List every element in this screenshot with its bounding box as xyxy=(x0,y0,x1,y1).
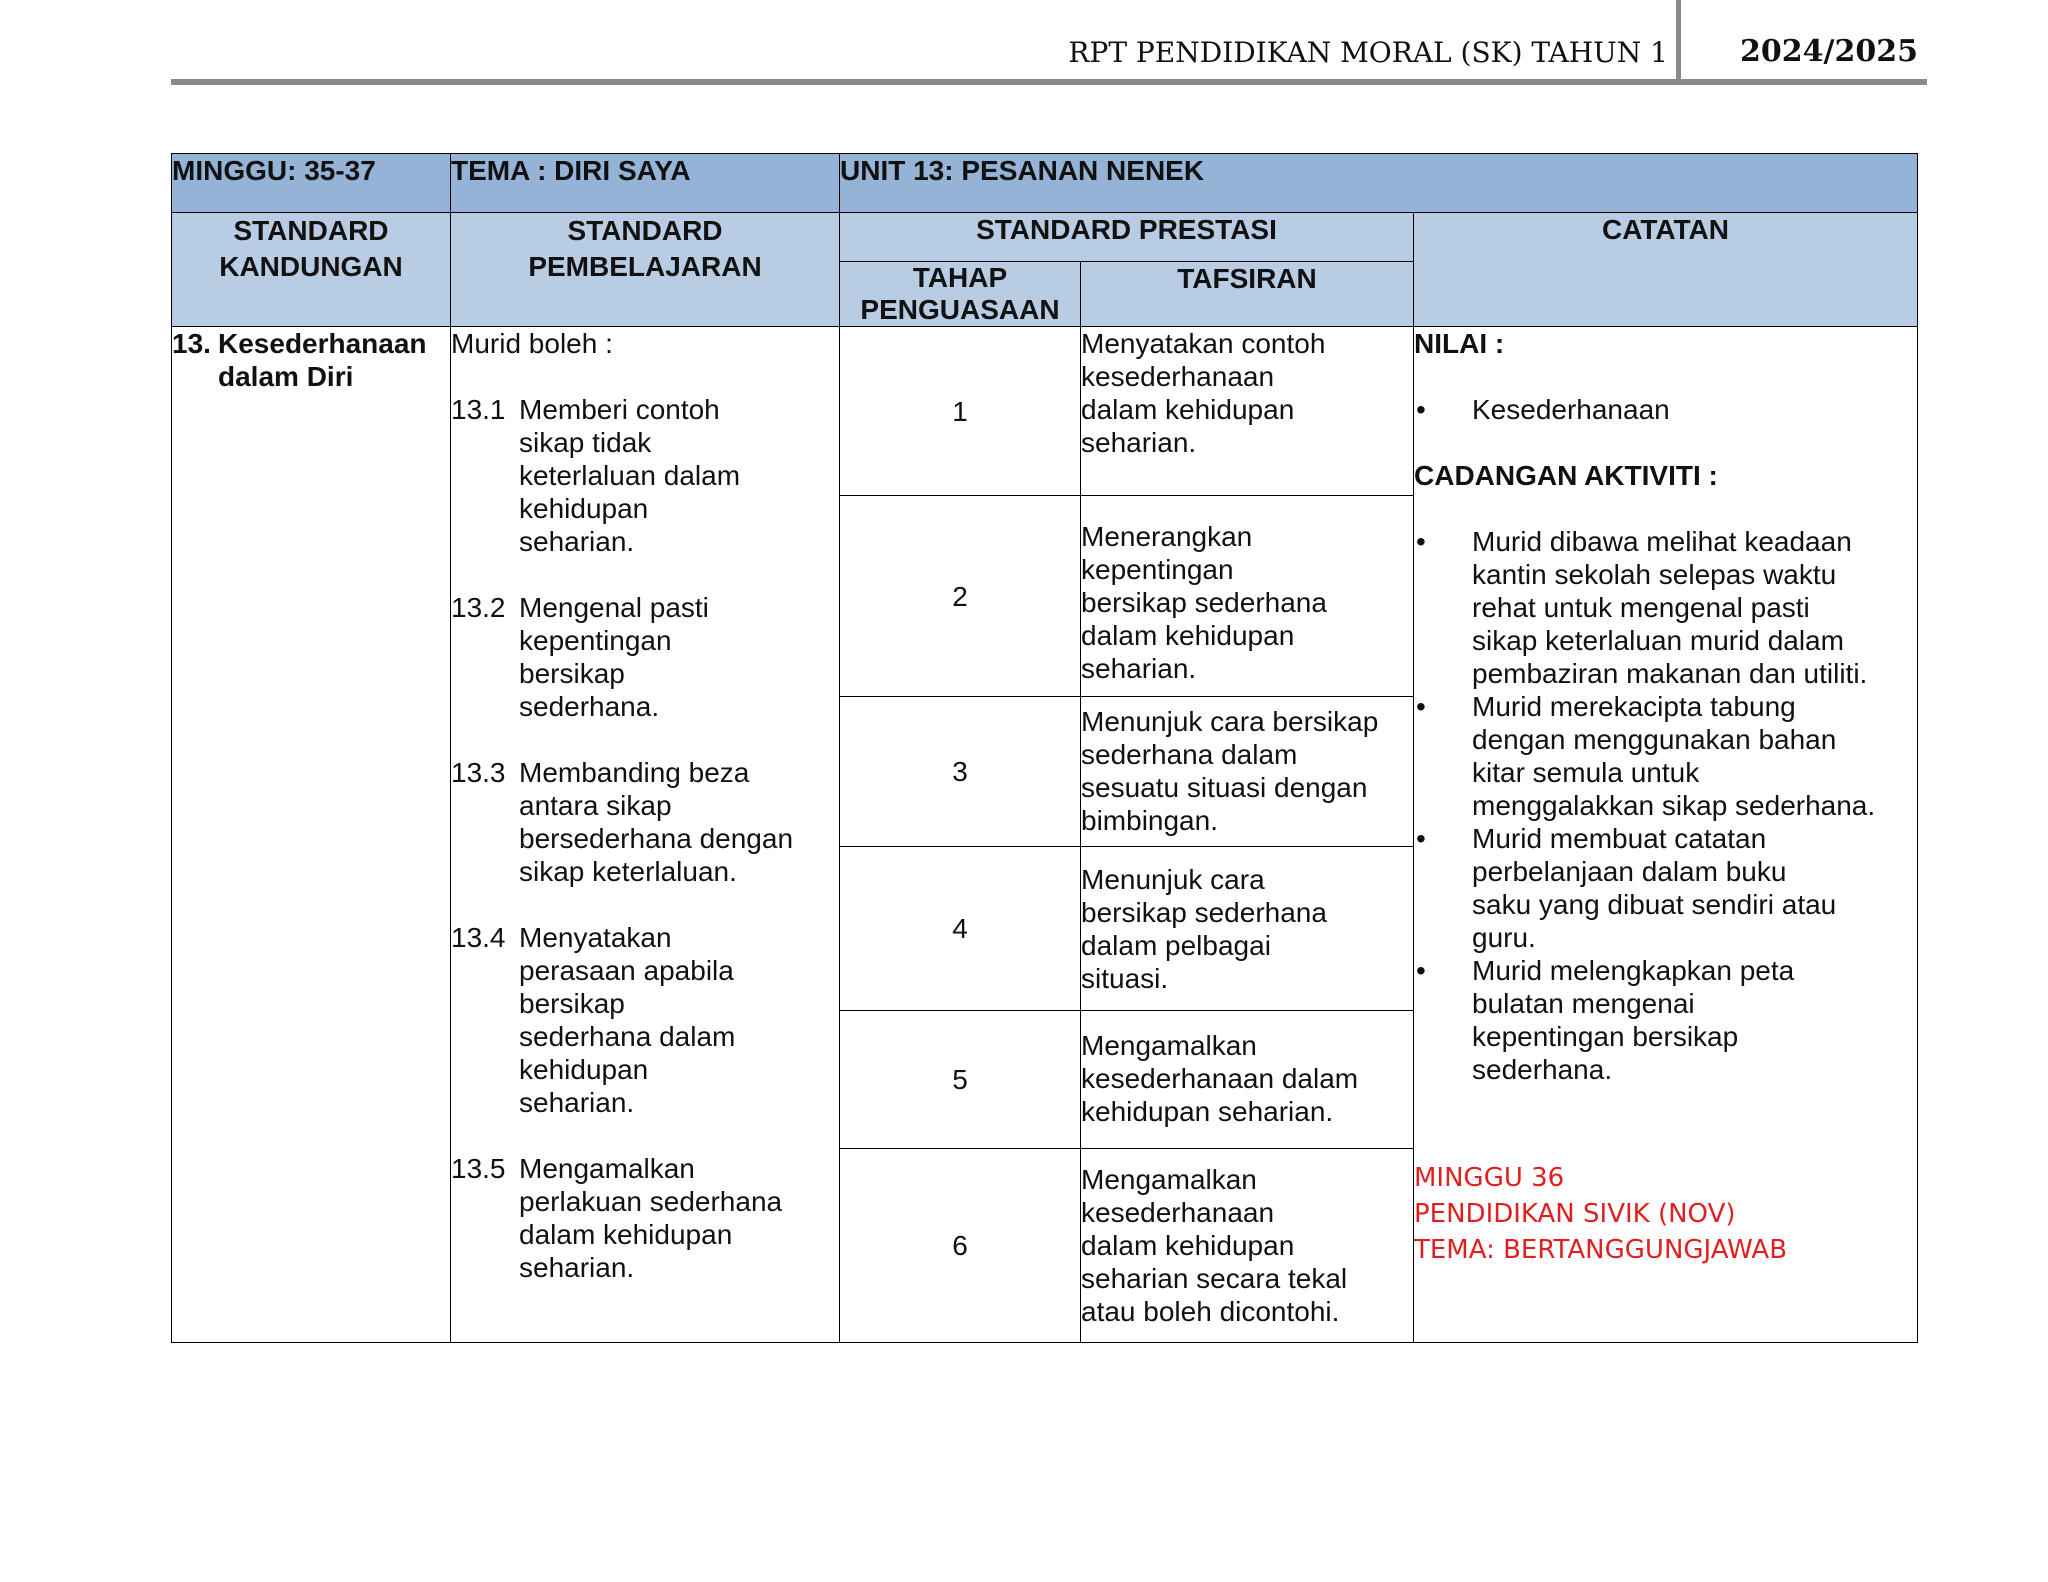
sp-line: sikap tidak xyxy=(519,427,652,458)
tafsiran-line: sederhana dalam xyxy=(1081,739,1298,770)
aktiviti-line: menggalakkan sikap sederhana. xyxy=(1472,790,1876,821)
tafsiran-cell xyxy=(1081,847,1414,1011)
tafsiran-line: dalam kehidupan xyxy=(1081,1230,1295,1261)
aktiviti-text xyxy=(1472,690,1917,822)
tafsiran-line: dalam kehidupan xyxy=(1081,620,1295,651)
header-tafsiran: TAFSIRAN xyxy=(1081,262,1414,327)
sp-line: sederhana. xyxy=(519,691,660,722)
aktiviti-line: kitar semula untuk xyxy=(1472,757,1700,788)
tafsiran-line: kesederhanaan dalam xyxy=(1081,1063,1359,1094)
tafsiran-cell xyxy=(1081,697,1414,847)
unit-cell: UNIT 13: PESANAN NENEK xyxy=(840,154,1918,213)
sp-line: dalam kehidupan xyxy=(519,1219,733,1250)
aktiviti-line: sikap keterlaluan murid dalam xyxy=(1472,625,1844,656)
sp-line: Mengamalkan xyxy=(519,1153,695,1184)
tafsiran-line: dalam pelbagai xyxy=(1081,930,1271,961)
sp-number: 13.4 xyxy=(451,922,506,953)
tafsiran-line: dalam kehidupan xyxy=(1081,394,1295,425)
sp-text xyxy=(519,921,839,1119)
tafsiran-line: Mengamalkan xyxy=(1081,1164,1257,1195)
sp-item xyxy=(451,756,839,888)
aktiviti-line: Murid dibawa melihat keadaan xyxy=(1472,526,1852,557)
document-title: RPT PENDIDIKAN MORAL (SK) TAHUN 1 xyxy=(1068,36,1668,69)
tahap-cell: 2 xyxy=(840,496,1081,697)
bullet-icon: • xyxy=(1416,691,1426,722)
tafsiran-line: Menerangkan xyxy=(1081,521,1253,552)
tafsiran-line: Menunjuk cara bersikap xyxy=(1081,706,1379,737)
sp-line: bersikap xyxy=(519,988,625,1019)
header-catatan: CATATAN xyxy=(1414,213,1918,327)
list-item xyxy=(1414,690,1917,822)
header-separator xyxy=(1676,0,1681,82)
aktiviti-line: guru. xyxy=(1472,922,1536,953)
sk-title-line2: dalam Diri xyxy=(218,361,354,392)
aktiviti-line: saku yang dibuat sendiri atau xyxy=(1472,889,1837,920)
nilai-text: Kesederhanaan xyxy=(1472,394,1670,425)
sp-item xyxy=(451,393,839,558)
list-item xyxy=(1414,954,1917,1086)
tahap-cell: 6 xyxy=(840,1149,1081,1343)
note-line: TEMA: BERTANGGUNGJAWAB xyxy=(1414,1235,1788,1265)
tahap-cell: 5 xyxy=(840,1011,1081,1149)
nilai-heading: NILAI : xyxy=(1414,328,1505,359)
header-text: STANDARD xyxy=(567,215,723,246)
header-text: TAHAP xyxy=(912,262,1008,293)
tafsiran-cell xyxy=(1081,327,1414,496)
tafsiran-line: seharian. xyxy=(1081,427,1197,458)
tafsiran-line: Menunjuk cara xyxy=(1081,864,1265,895)
sp-intro: Murid boleh : xyxy=(451,328,613,359)
tafsiran-cell xyxy=(1081,1149,1414,1343)
sp-text xyxy=(519,591,839,723)
document-year: 2024/2025 xyxy=(1740,34,1918,69)
header-standard-kandungan xyxy=(172,213,451,327)
aktiviti-line: rehat untuk mengenal pasti xyxy=(1472,592,1810,623)
tafsiran-line: bersikap sederhana xyxy=(1081,587,1327,618)
header-rule xyxy=(171,79,1927,85)
sp-number: 13.1 xyxy=(451,394,506,425)
nilai-list xyxy=(1414,393,1917,426)
aktiviti-line: dengan menggunakan bahan xyxy=(1472,724,1837,755)
sp-line: bersikap xyxy=(519,658,625,689)
standard-kandungan-cell xyxy=(172,327,451,1343)
aktiviti-text xyxy=(1472,525,1917,690)
tema-cell: TEMA : DIRI SAYA xyxy=(451,154,840,213)
aktiviti-line: Murid melengkapkan peta xyxy=(1472,955,1795,986)
sp-text xyxy=(519,756,839,888)
bullet-icon: • xyxy=(1416,394,1426,425)
aktiviti-heading: CADANGAN AKTIVITI : xyxy=(1414,460,1718,491)
tahap-cell: 1 xyxy=(840,327,1081,496)
sp-item xyxy=(451,1152,839,1284)
sp-line: seharian. xyxy=(519,526,635,557)
aktiviti-text xyxy=(1472,954,1917,1086)
tahap-cell: 4 xyxy=(840,847,1081,1011)
tafsiran-line: sesuatu situasi dengan xyxy=(1081,772,1368,803)
sp-number: 13.3 xyxy=(451,757,506,788)
tafsiran-line: bersikap sederhana xyxy=(1081,897,1327,928)
aktiviti-line: sederhana. xyxy=(1472,1054,1613,1085)
tafsiran-line: kesederhanaan xyxy=(1081,361,1275,392)
tafsiran-line: kehidupan seharian. xyxy=(1081,1096,1334,1127)
tafsiran-line: situasi. xyxy=(1081,963,1169,994)
sp-line: seharian. xyxy=(519,1252,635,1283)
header-text: KANDUNGAN xyxy=(219,251,403,282)
tahap-cell: 3 xyxy=(840,697,1081,847)
bullet-icon: • xyxy=(1416,526,1426,557)
tafsiran-line: Mengamalkan xyxy=(1081,1030,1257,1061)
list-item xyxy=(1414,393,1917,426)
tafsiran-cell xyxy=(1081,496,1414,697)
sp-line: kehidupan xyxy=(519,1054,649,1085)
sp-text xyxy=(519,393,839,558)
header-standard-pembelajaran xyxy=(451,213,840,327)
sp-line: Mengenal pasti xyxy=(519,592,709,623)
sp-number: 13.2 xyxy=(451,592,506,623)
list-item xyxy=(1414,822,1917,954)
sp-text xyxy=(519,1152,839,1284)
aktiviti-line: perbelanjaan dalam buku xyxy=(1472,856,1787,887)
table-row xyxy=(172,327,1918,496)
aktiviti-line: Murid membuat catatan xyxy=(1472,823,1767,854)
tafsiran-line: Menyatakan contoh xyxy=(1081,328,1326,359)
tafsiran-line: bimbingan. xyxy=(1081,805,1218,836)
sp-line: Menyatakan xyxy=(519,922,672,953)
header-text: PEMBELAJARAN xyxy=(528,251,762,282)
sp-line: sikap keterlaluan. xyxy=(519,856,737,887)
sp-number: 13.5 xyxy=(451,1153,506,1184)
table-top-row xyxy=(172,154,1918,213)
aktiviti-line: pembaziran makanan dan utiliti. xyxy=(1472,658,1868,689)
tafsiran-line: seharian secara tekal xyxy=(1081,1263,1348,1294)
bullet-icon: • xyxy=(1416,955,1426,986)
sp-line: keterlaluan dalam xyxy=(519,460,741,491)
sp-line: perlakuan sederhana xyxy=(519,1186,783,1217)
header-standard-prestasi: STANDARD PRESTASI xyxy=(840,213,1414,262)
rpt-table xyxy=(171,153,1918,1343)
sp-line: kehidupan xyxy=(519,493,649,524)
tafsiran-line: kesederhanaan xyxy=(1081,1197,1275,1228)
bullet-icon: • xyxy=(1416,823,1426,854)
sp-line: sederhana dalam xyxy=(519,1021,736,1052)
tafsiran-cell xyxy=(1081,1011,1414,1149)
sp-line: seharian. xyxy=(519,1087,635,1118)
note-line: MINGGU 36 xyxy=(1414,1163,1565,1193)
sp-line: Membanding beza xyxy=(519,757,750,788)
sp-line: perasaan apabila xyxy=(519,955,734,986)
sk-number: 13. xyxy=(172,328,211,359)
sp-line: kepentingan xyxy=(519,625,672,656)
sp-line: bersederhana dengan xyxy=(519,823,794,854)
sp-line: Memberi contoh xyxy=(519,394,720,425)
sp-line: antara sikap xyxy=(519,790,672,821)
aktiviti-line: bulatan mengenai xyxy=(1472,988,1695,1019)
sk-title: Kesederhanaan xyxy=(218,328,427,359)
aktiviti-line: kepentingan bersikap xyxy=(1472,1021,1739,1052)
aktiviti-list xyxy=(1414,525,1917,1086)
header-text: STANDARD xyxy=(233,215,389,246)
tafsiran-line: seharian. xyxy=(1081,653,1197,684)
tafsiran-line: atau boleh dicontohi. xyxy=(1081,1296,1340,1327)
aktiviti-line: kantin sekolah selepas waktu xyxy=(1472,559,1837,590)
minggu-36-note xyxy=(1414,1160,1787,1268)
tafsiran-line: kepentingan xyxy=(1081,554,1234,585)
aktiviti-text xyxy=(1472,822,1917,954)
sp-item xyxy=(451,921,839,1119)
header-tahap-penguasaan xyxy=(840,262,1081,327)
sp-item xyxy=(451,591,839,723)
aktiviti-line: Murid merekacipta tabung xyxy=(1472,691,1796,722)
column-header-row xyxy=(172,213,1918,262)
minggu-cell: MINGGU: 35-37 xyxy=(172,154,451,213)
note-line: PENDIDIKAN SIVIK (NOV) xyxy=(1414,1199,1736,1229)
standard-pembelajaran-cell xyxy=(451,327,840,1343)
header-text: PENGUASAAN xyxy=(860,294,1060,325)
catatan-cell xyxy=(1414,327,1918,1343)
list-item xyxy=(1414,525,1917,690)
